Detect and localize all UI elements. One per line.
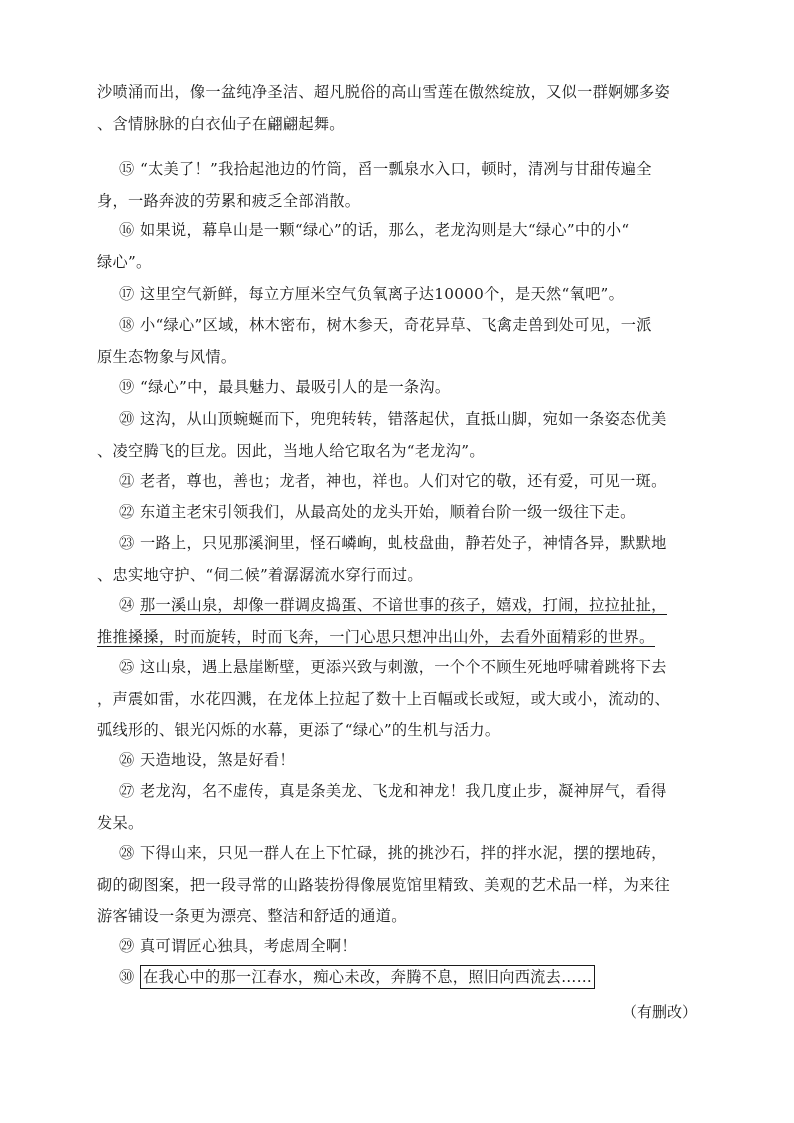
paragraph-27 <box>97 776 697 839</box>
text-line: 一路上，只见那溪涧里，怪石嶙峋，虬枝盘曲，静若处子，神情各异，默默地 <box>140 534 667 552</box>
paragraph-number: ㉚ <box>119 968 135 986</box>
paragraph-number: ㉙ <box>119 937 135 955</box>
text-line: 原生态物象与风情。 <box>97 347 237 366</box>
text-line: 弧线形的、银光闪烁的水幕，更添了“绿心”的生机与活力。 <box>97 721 501 739</box>
text-line: 绿心”。 <box>97 252 152 271</box>
paragraph-number: ㉓ <box>119 534 135 552</box>
paragraph-16 <box>97 215 697 278</box>
text-line: 游客铺设一条更为漂亮、整洁和舒适的通道。 <box>97 907 407 925</box>
paragraph-number: ⑱ <box>119 316 135 334</box>
text-line: 老者，尊也，善也；龙者，神也，祥也。人们对它的敬，还有爱，可见一斑。 <box>140 472 667 490</box>
paragraph-number: ㉕ <box>119 658 135 676</box>
paragraph-14-continued <box>97 77 697 140</box>
text-line: 这山泉，遇上悬崖断壁，更添兴致与刺激，一个个不顾生死地呼啸着跳将下去 <box>140 658 667 676</box>
paragraph-number: ㉑ <box>119 472 135 490</box>
text-line: “绿心”中，最具魅力、最吸引人的是一条沟。 <box>140 378 451 396</box>
paragraph-number: ㉘ <box>119 844 135 862</box>
paragraph-21 <box>97 466 697 498</box>
paragraph-20 <box>97 404 697 467</box>
text-line: 、忠实地守护、“伺二候”着潺潺流水穿行而过。 <box>97 565 423 584</box>
paragraph-30-boxed <box>97 962 697 994</box>
text-line: 这里空气新鲜，每立方厘米空气负氧离子达10000个，是天然“氧吧”。 <box>140 285 625 303</box>
source-note: （有删改） <box>621 1003 697 1021</box>
text-line: ，声震如雷，水花四溅，在龙体上拉起了数十上百幅或长或短，或大或小，流动的、 <box>97 689 671 708</box>
underlined-text: 那一溪山泉，却像一群调皮捣蛋、不谙世事的孩子，嬉戏，打闹，拉拉扯扯， <box>140 596 667 614</box>
text-line: 身，一路奔波的劳累和疲乏全部消散。 <box>97 191 361 210</box>
paragraph-number: ㉔ <box>119 596 135 614</box>
text-line: 、凌空腾飞的巨龙。因此，当地人给它取名为“老龙沟”。 <box>97 441 485 460</box>
paragraph-19 <box>97 372 697 404</box>
paragraph-25 <box>97 652 697 747</box>
text-line: 老龙沟，名不虚传，真是条美龙、飞龙和神龙！我几度止步，凝神屏气，看得 <box>140 782 667 800</box>
text-line: 下得山来，只见一群人在上下忙碌，挑的挑沙石，拌的拌水泥，摆的摆地砖， <box>140 844 667 862</box>
paragraph-15 <box>97 154 697 217</box>
text-line: 沙喷涌而出，像一盆纯净圣洁、超凡脱俗的高山雪莲在傲然绽放，又似一群婀娜多姿 <box>97 83 671 101</box>
paragraph-number: ⑮ <box>119 160 135 178</box>
text-line: 发呆。 <box>97 813 144 832</box>
text-line: 小“绿心”区域，林木密布，树木参天，奇花异草、飞禽走兽到处可见，一派 <box>140 316 652 334</box>
paragraph-22 <box>97 497 697 529</box>
paragraph-number: ⑰ <box>119 285 135 303</box>
paragraph-24-underlined <box>97 590 697 653</box>
paragraph-23 <box>97 528 697 591</box>
text-line: 天造地设，煞是好看！ <box>140 751 295 769</box>
text-line: 真可谓匠心独具，考虑周全啊！ <box>140 937 357 955</box>
text-line: 东道主老宋引领我们，从最高处的龙头开始，顺着台阶一级一级往下走。 <box>140 503 636 521</box>
boxed-text: 在我心中的那一江春水，痴心未改，奔腾不息，照旧向西流去…… <box>140 965 595 989</box>
paragraph-number: ⑳ <box>119 410 135 428</box>
text-line: “太美了！”我拾起池边的竹筒，舀一瓢泉水入口，顿时，清冽与甘甜传遍全 <box>140 160 652 178</box>
paragraph-17 <box>97 279 697 311</box>
text-line: 、含情脉脉的白衣仙子在翩翩起舞。 <box>97 114 345 133</box>
text-line: 如果说，幕阜山是一颗“绿心”的话，那么，老龙沟则是大“绿心”中的小“ <box>140 221 630 239</box>
underlined-text: 推推搡搡，时而旋转，时而飞奔，一门心思只想冲出山外，去看外面精彩的世界。 <box>97 627 655 646</box>
paragraph-number: ㉗ <box>119 782 135 800</box>
paragraph-number: ⑯ <box>119 221 135 239</box>
paragraph-28 <box>97 838 697 933</box>
paragraph-number: ⑲ <box>119 378 135 396</box>
paragraph-18 <box>97 310 697 373</box>
paragraph-number: ㉖ <box>119 751 135 769</box>
paragraph-29 <box>97 931 697 963</box>
text-line: 砌的砌图案，把一段寻常的山路装扮得像展览馆里精致、美观的艺术品一样，为来往 <box>97 875 671 894</box>
text-line: 这沟，从山顶蜿蜒而下，兜兜转转，错落起伏，直抵山脚，宛如一条姿态优美 <box>140 410 667 428</box>
paragraph-26 <box>97 745 697 777</box>
paragraph-number: ㉒ <box>119 503 135 521</box>
